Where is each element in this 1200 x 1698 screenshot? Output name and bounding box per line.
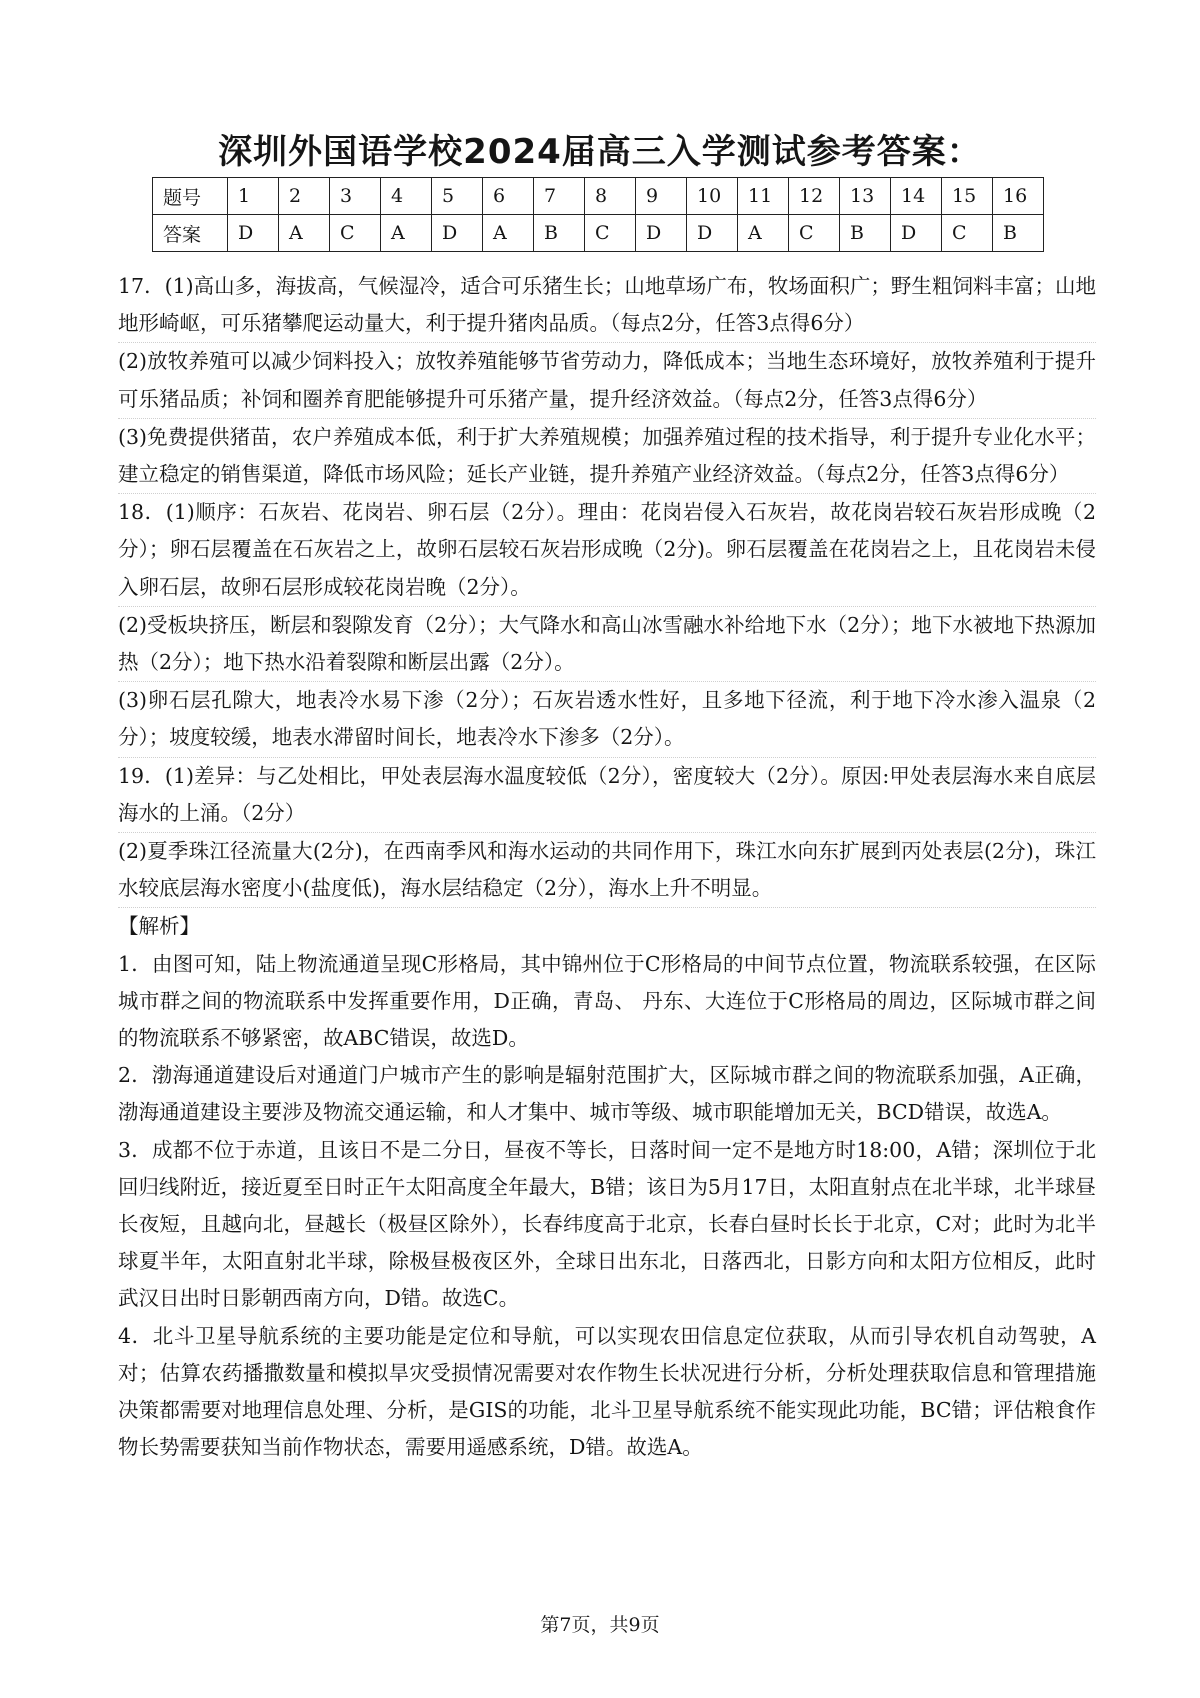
- row-label-answer: 答案: [153, 215, 228, 252]
- answer-cell: A: [483, 215, 534, 252]
- question-number-cell: 4: [381, 178, 432, 215]
- question-number-cell: 9: [636, 178, 687, 215]
- answer-paragraph-19-2: (2)夏季珠江径流量大(2分)，在西南季风和海水运动的共同作用下，珠江水向东扩展到丙处表层(2分)，珠江水较底层海水密度小(盐度低)，海水层结稳定（2分），海水上升不明显。: [118, 833, 1096, 908]
- question-number-cell: 10: [687, 178, 738, 215]
- answer-table-number-row: [153, 178, 1044, 215]
- question-number-cell: 13: [840, 178, 891, 215]
- answer-cell: D: [228, 215, 279, 252]
- analysis-heading: 【解析】: [118, 914, 200, 939]
- answer-cell: C: [330, 215, 381, 252]
- question-number-cell: 8: [585, 178, 636, 215]
- analysis-paragraph-4: 4．北斗卫星导航系统的主要功能是定位和导航，可以实现农田信息定位获取，从而引导农机自动驾驶，A对；估算农药播撒数量和模拟旱灾受损情况需要对农作物生长状况进行分析，分析处理获取信息和管理措施决策都需要对地理信息处理、分析，是GIS的功能，北斗卫星导航系统不能实现此功能，BC错；评估粮食作物长势需要获知当前作物状态，需要用遥感系统，D错。故选A。: [118, 1323, 1096, 1460]
- answer-cell: B: [840, 215, 891, 252]
- answer-paragraph-17-1: 17．(1)高山多，海拔高，气候湿冷，适合可乐猪生长；山地草场广布，牧场面积广；野生粗饲料丰富；山地地形崎岖，可乐猪攀爬运动量大，利于提升猪肉品质。（每点2分，任答3点得6分）: [118, 268, 1096, 343]
- question-number-cell: 7: [534, 178, 585, 215]
- answer-table: [152, 177, 1044, 252]
- question-number-cell: 16: [993, 178, 1044, 215]
- question-number-cell: 2: [279, 178, 330, 215]
- page-footer: 第7页，共9页: [540, 1614, 660, 1636]
- question-number-cell: 14: [891, 178, 942, 215]
- answer-cell: C: [585, 215, 636, 252]
- row-label-question-number: 题号: [153, 178, 228, 215]
- answer-paragraph-18-3: (3)卵石层孔隙大，地表冷水易下渗（2分）；石灰岩透水性好，且多地下径流，利于地下冷水渗入温泉（2分）；坡度较缓，地表水滞留时间长，地表冷水下渗多（2分）。: [118, 682, 1096, 757]
- question-number-cell: 15: [942, 178, 993, 215]
- analysis-paragraph-3: 3．成都不位于赤道，且该日不是二分日，昼夜不等长，日落时间一定不是地方时18:00，A错；深圳位于北回归线附近，接近夏至日时正午太阳高度全年最大，B错；该日为5月17日，太阳直射点在北半球，北半球昼长夜短，且越向北，昼越长（极昼区除外），长春纬度高于北京，长春白昼时长长于北京，C对；此时为北半球夏半年，太阳直射北半球，除极昼极夜区外，全球日出东北，日落西北，日影方向和太阳方位相反，此时武汉日出时日影朝西南方向，D错。故选C。: [118, 1137, 1096, 1311]
- question-number-cell: 11: [738, 178, 789, 215]
- analysis-paragraph-2: 2．渤海通道建设后对通道门户城市产生的影响是辐射范围扩大，区际城市群之间的物流联系加强，A正确，渤海通道建设主要涉及物流交通运输，和人才集中、城市等级、城市职能增加无关，BCD错误，故选A。: [118, 1063, 1096, 1125]
- answer-paragraph-19-1: 19．(1)差异：与乙处相比，甲处表层海水温度较低（2分），密度较大（2分）。原因:甲处表层海水来自底层海水的上涌。（2分）: [118, 758, 1096, 833]
- question-number-cell: 6: [483, 178, 534, 215]
- answer-paragraph-18-1: 18．(1)顺序：石灰岩、花岗岩、卵石层（2分）。理由：花岗岩侵入石灰岩，故花岗岩较石灰岩形成晚（2分）；卵石层覆盖在石灰岩之上，故卵石层较石灰岩形成晚（2分)。卵石层覆盖在花岗岩之上，且花岗岩未侵入卵石层，故卵石层形成较花岗岩晚（2分）。: [118, 494, 1096, 607]
- answer-cell: A: [279, 215, 330, 252]
- question-number-cell: 3: [330, 178, 381, 215]
- answer-paragraph-18-2: (2)受板块挤压，断层和裂隙发育（2分）；大气降水和高山冰雪融水补给地下水（2分）；地下水被地下热源加热（2分）；地下热水沿着裂隙和断层出露（2分）。: [118, 607, 1096, 682]
- answer-cell: A: [738, 215, 789, 252]
- answer-cell: C: [942, 215, 993, 252]
- answer-cell: D: [636, 215, 687, 252]
- answer-cell: A: [381, 215, 432, 252]
- answer-paragraph-17-2: (2)放牧养殖可以减少饲料投入；放牧养殖能够节省劳动力，降低成本；当地生态环境好，放牧养殖利于提升可乐猪品质；补饲和圈养育肥能够提升可乐猪产量，提升经济效益。（每点2分，任答3点得6分）: [118, 343, 1096, 418]
- question-number-cell: 12: [789, 178, 840, 215]
- answer-table-answer-row: [153, 215, 1044, 252]
- answer-cell: B: [534, 215, 585, 252]
- answer-cell: D: [432, 215, 483, 252]
- answer-paragraph-17-3: (3)免费提供猪苗，农户养殖成本低，利于扩大养殖规模；加强养殖过程的技术指导，利于提升专业化水平；建立稳定的销售渠道，降低市场风险；延长产业链，提升养殖产业经济效益。（每点2分，任答3点得6分）: [118, 419, 1096, 494]
- answer-cell: D: [687, 215, 738, 252]
- answer-cell: D: [891, 215, 942, 252]
- answer-cell: C: [789, 215, 840, 252]
- question-number-cell: 5: [432, 178, 483, 215]
- document-title: 深圳外国语学校2024届高三入学测试参考答案：: [218, 132, 982, 172]
- question-number-cell: 1: [228, 178, 279, 215]
- answer-explanations: [118, 268, 1096, 1467]
- answer-cell: B: [993, 215, 1044, 252]
- analysis-paragraph-1: 1．由图可知，陆上物流通道呈现C形格局，其中锦州位于C形格局的中间节点位置，物流联系较强，在区际城市群之间的物流联系中发挥重要作用，D正确，青岛、 丹东、大连位于C形格局的周边，区际城市群之间的物流联系不够紧密，故ABC错误，故选D。: [118, 951, 1096, 1051]
